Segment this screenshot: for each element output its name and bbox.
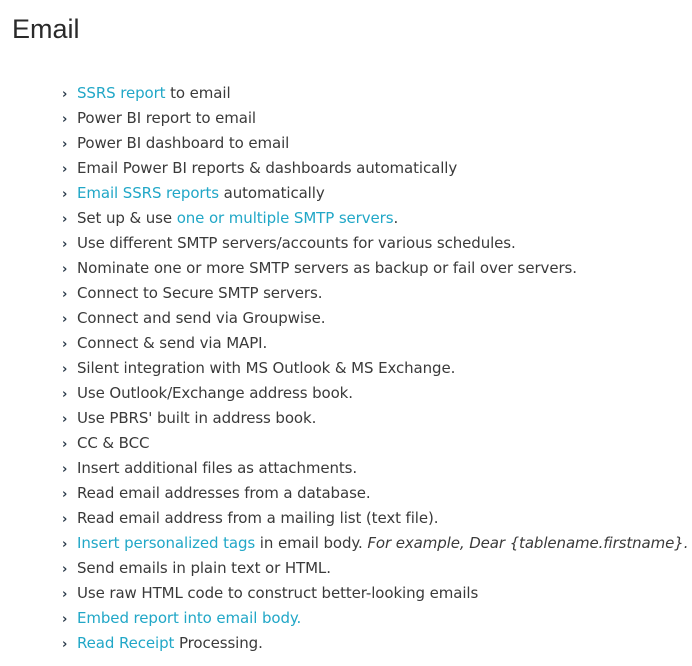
- list-item: [62, 531, 688, 556]
- example-text: For example, Dear {tablename.firstname}.: [367, 534, 689, 552]
- list-item-text: Insert additional files as attachments.: [77, 459, 358, 477]
- list-item-text: Silent integration with MS Outlook & MS Exchange.: [77, 359, 456, 377]
- list-item-text: Use PBRS' built in address book.: [77, 409, 317, 427]
- list-item: [62, 381, 688, 406]
- chevron-right-icon: ›: [62, 637, 68, 652]
- list-item-text: in email body.: [255, 534, 368, 552]
- list-item-text: Processing.: [174, 634, 263, 652]
- list-item: [62, 456, 688, 481]
- list-item: [62, 256, 688, 281]
- list-item: [62, 581, 688, 606]
- link-embed-report[interactable]: Embed report into email body.: [77, 609, 302, 627]
- chevron-right-icon: ›: [62, 337, 68, 352]
- list-item-text: Nominate one or more SMTP servers as backup or fail over servers.: [77, 259, 577, 277]
- list-item: [62, 406, 688, 431]
- link-personalized-tags[interactable]: Insert personalized tags: [77, 534, 256, 552]
- list-item-text: Connect to Secure SMTP servers.: [77, 284, 323, 302]
- list-item: [62, 631, 688, 656]
- list-item-text: Send emails in plain text or HTML.: [77, 559, 331, 577]
- list-item-text: .: [393, 209, 399, 227]
- list-item: [62, 281, 688, 306]
- list-item: [62, 231, 688, 256]
- link-email-ssrs-reports[interactable]: Email SSRS reports: [77, 184, 219, 202]
- list-item-text: automatically: [218, 184, 325, 202]
- list-item: [62, 181, 688, 206]
- chevron-right-icon: ›: [62, 162, 68, 177]
- chevron-right-icon: ›: [62, 312, 68, 327]
- feature-list: [62, 81, 688, 656]
- chevron-right-icon: ›: [62, 137, 68, 152]
- list-item: [62, 606, 688, 631]
- list-item: [62, 156, 688, 181]
- chevron-right-icon: ›: [62, 187, 68, 202]
- chevron-right-icon: ›: [62, 487, 68, 502]
- chevron-right-icon: ›: [62, 387, 68, 402]
- list-item: [62, 81, 688, 106]
- chevron-right-icon: ›: [62, 87, 68, 102]
- list-item: [62, 506, 688, 531]
- chevron-right-icon: ›: [62, 437, 68, 452]
- page-title: Email: [12, 14, 80, 44]
- list-item-text: Read email addresses from a database.: [77, 484, 371, 502]
- chevron-right-icon: ›: [62, 612, 68, 627]
- list-item: [62, 306, 688, 331]
- list-item: [62, 431, 688, 456]
- link-smtp-servers[interactable]: one or multiple SMTP servers: [176, 209, 394, 227]
- chevron-right-icon: ›: [62, 462, 68, 477]
- chevron-right-icon: ›: [62, 287, 68, 302]
- chevron-right-icon: ›: [62, 237, 68, 252]
- link-ssrs-report[interactable]: SSRS report: [77, 84, 166, 102]
- chevron-right-icon: ›: [62, 112, 68, 127]
- list-item-text: Power BI report to email: [77, 109, 256, 127]
- list-item-text: Use raw HTML code to construct better-looking emails: [77, 584, 479, 602]
- chevron-right-icon: ›: [62, 212, 68, 227]
- list-item-text: to email: [165, 84, 231, 102]
- chevron-right-icon: ›: [62, 262, 68, 277]
- chevron-right-icon: ›: [62, 587, 68, 602]
- list-item: [62, 106, 688, 131]
- list-item: [62, 131, 688, 156]
- list-item-text: Connect and send via Groupwise.: [77, 309, 326, 327]
- list-item-text: Use Outlook/Exchange address book.: [77, 384, 353, 402]
- list-item-text: Email Power BI reports & dashboards automatically: [77, 159, 458, 177]
- list-item: [62, 206, 688, 231]
- chevron-right-icon: ›: [62, 362, 68, 377]
- list-item: [62, 331, 688, 356]
- chevron-right-icon: ›: [62, 537, 68, 552]
- list-item-text: Connect & send via MAPI.: [77, 334, 268, 352]
- list-item-text: Set up & use: [77, 209, 177, 227]
- list-item: [62, 356, 688, 381]
- chevron-right-icon: ›: [62, 562, 68, 577]
- list-item: [62, 556, 688, 581]
- list-item-text: Use different SMTP servers/accounts for various schedules.: [77, 234, 516, 252]
- link-read-receipt[interactable]: Read Receipt: [77, 634, 175, 652]
- list-item-text: Read email address from a mailing list (text file).: [77, 509, 439, 527]
- list-item: [62, 481, 688, 506]
- chevron-right-icon: ›: [62, 412, 68, 427]
- list-item-text: Power BI dashboard to email: [77, 134, 290, 152]
- list-item-text: CC & BCC: [77, 434, 150, 452]
- chevron-right-icon: ›: [62, 512, 68, 527]
